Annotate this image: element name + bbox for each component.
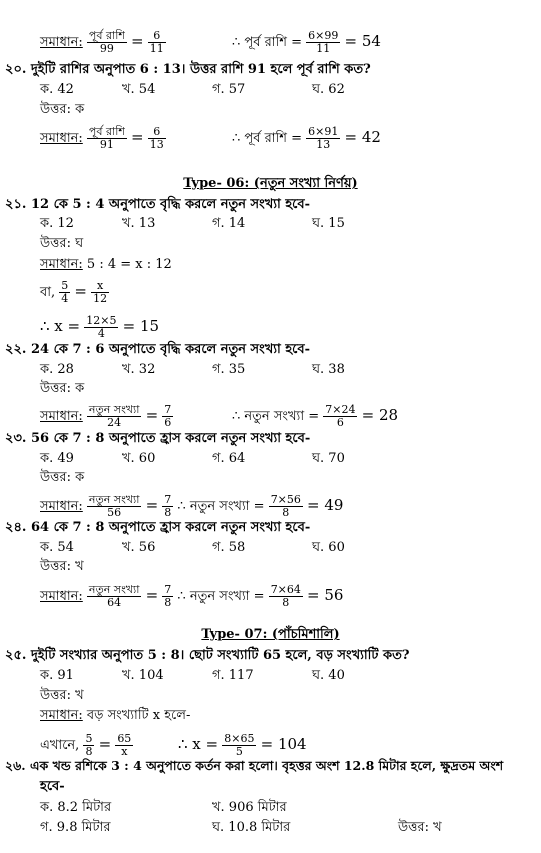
question-21: ২১. 12 কে 5 : 4 অনুপাতে বৃদ্ধি করলে নতুন সংখ্যা হবে- [5,197,311,212]
fraction: $\frac{6}{11}$ [149,29,164,55]
question-23: ২৩. 56 কে 7 : 8 অনুপাতে হ্রাস করলে নতুন সংখ্যা হবে- [5,431,311,446]
option: খ. 54 [122,82,156,97]
q24-solution: সমাধান: $\frac{\text{নতুন সংখ্যা}}{64}$ = $\frac{7}{8}$ ∴ নতুন সংখ্যা = $\frac{7\times 64}{8}$ = 56 [40,583,344,609]
section-title-type07: Type- 07: (পাঁচমিশালি) [201,627,340,642]
q22-solution: সমাধান: $\frac{\text{নতুন সংখ্যা}}{24}$ = $\frac{7}{6}$ [40,403,172,429]
question-25: ২৫. দুইটি সংখ্যার অনুপাত 5 : 8। ছোট সংখ্যাটি 65 হলে, বড় সংখ্যাটি কত? [5,648,410,663]
option: ক. 12 [40,216,74,231]
fraction: $\frac{\text{নতুন সংখ্যা}}{24}$ [88,403,140,429]
q19-solution: সমাধান: $\frac{\text{পূর্ব রাশি}}{99}$ = $\frac{6}{11}$ [40,29,164,55]
option: খ. 32 [122,362,156,377]
fraction: $\frac{65}{x}$ [117,732,132,758]
answer-line: উত্তর: ক [40,102,85,117]
fraction: $\frac{\text{পূর্ব রাশি}}{91}$ [88,125,125,151]
option: ঘ. 15 [312,216,345,231]
option: গ. 57 [212,82,246,97]
fraction: $\frac{5}{4}$ [61,279,69,305]
option: ক. 8.2 মিটার [40,800,112,815]
option: গ. 117 [212,668,254,683]
answer-line: উত্তর: ঘ [40,236,84,251]
option: গ. 14 [212,216,246,231]
fraction: $\frac{7\times 24}{6}$ [325,403,356,429]
fraction: $\frac{12\times 5}{4}$ [86,314,117,340]
option: খ. 104 [122,668,164,683]
q25-step2: এখানে, $\frac{5}{8}$ = $\frac{65}{x}$ [40,732,132,758]
fraction: $\frac{x}{12}$ [93,279,108,305]
option: গ. 9.8 মিটার [40,820,111,835]
option: খ. 60 [122,451,156,466]
answer-line: উত্তর: খ [40,559,84,574]
option: ক. 49 [40,451,74,466]
answer-line: উত্তর: ক [40,381,85,396]
q25-step1: সমাধান: বড় সংখ্যাটি x হলে- [40,708,191,723]
option: ঘ. 60 [312,540,345,555]
option: খ. 56 [122,540,156,555]
q21-step3: ∴ x = $\frac{12\times 5}{4}$ = 15 [40,314,160,340]
option: খ. 13 [122,216,156,231]
option: ক. 91 [40,668,74,683]
option: ক. 54 [40,540,74,555]
fraction: $\frac{7}{8}$ [164,493,172,519]
option: ঘ. 62 [312,82,345,97]
question-24: ২৪. 64 কে 7 : 8 অনুপাতে হ্রাস করলে নতুন সংখ্যা হবে- [5,520,311,535]
solution-label: সমাধান: [40,35,83,50]
question-22: ২২. 24 কে 7 : 6 অনুপাতে বৃদ্ধি করলে নতুন সংখ্যা হবে- [5,342,311,357]
q25-result: ∴ x = $\frac{8\times 65}{5}$ = 104 [178,732,307,758]
fraction: $\frac{7\times 64}{8}$ [270,583,301,609]
q21-step1: সমাধান: 5 : 4 = x : 12 [40,257,172,272]
option: খ. 906 মিটার [212,800,287,815]
q22-result: ∴ নতুন সংখ্যা = $\frac{7\times 24}{6}$ = 28 [232,403,399,429]
fraction: $\frac{\text{পূর্ব রাশি}}{99}$ [88,29,125,55]
option: ক. 28 [40,362,74,377]
fraction: $\frac{7}{8}$ [164,583,172,609]
fraction: $\frac{\text{নতুন সংখ্যা}}{56}$ [88,493,140,519]
q20-result: ∴ পূর্ব রাশি = $\frac{6\times 91}{13}$ = 42 [232,125,381,151]
option: ঘ. 38 [312,362,345,377]
fraction: $\frac{5}{8}$ [85,732,93,758]
answer-line: উত্তর: খ [40,688,84,703]
fraction: $\frac{\text{নতুন সংখ্যা}}{64}$ [88,583,140,609]
option: ক. 42 [40,82,74,97]
option: ঘ. 40 [312,668,345,683]
option: গ. 64 [212,451,246,466]
fraction: $\frac{6\times 91}{13}$ [308,125,339,151]
question-26-cont: হবে- [40,779,65,794]
fraction: $\frac{6\times 99}{11}$ [308,29,339,55]
fraction: $\frac{7\times 56}{8}$ [270,493,301,519]
answer-line: উত্তর: ক [40,470,85,485]
q21-step2: বা, $\frac{5}{4}$ = $\frac{x}{12}$ [40,279,108,305]
question-26: ২৬. এক খন্ড রশিকে 3 : 4 অনুপাতে কর্তন করা হলো। বৃহত্তর অংশ 12.8 মিটার হলে, ক্ষুদ্রতম অংশ [5,758,504,773]
question-20: ২০. দুইটি রাশির অনুপাত 6 : 13। উত্তর রাশি 91 হলে পূর্ব রাশি কত? [5,62,371,77]
option: গ. 35 [212,362,246,377]
q23-solution: সমাধান: $\frac{\text{নতুন সংখ্যা}}{56}$ = $\frac{7}{8}$ ∴ নতুন সংখ্যা = $\frac{7\times 56}{8}$ = 49 [40,493,344,519]
answer-line: উত্তর: খ [398,820,442,835]
fraction: $\frac{6}{13}$ [149,125,164,151]
q19-result: ∴ পূর্ব রাশি = $\frac{6\times 99}{11}$ = 54 [232,29,381,55]
option: ঘ. 10.8 মিটার [212,820,291,835]
q20-solution: সমাধান: $\frac{\text{পূর্ব রাশি}}{91}$ = $\frac{6}{13}$ [40,125,164,151]
option: ঘ. 70 [312,451,345,466]
option: গ. 58 [212,540,246,555]
fraction: $\frac{8\times 65}{5}$ [224,732,255,758]
fraction: $\frac{7}{6}$ [164,403,172,429]
section-title-type06: Type- 06: (নতুন সংখ্যা নির্ণয়) [183,176,358,191]
